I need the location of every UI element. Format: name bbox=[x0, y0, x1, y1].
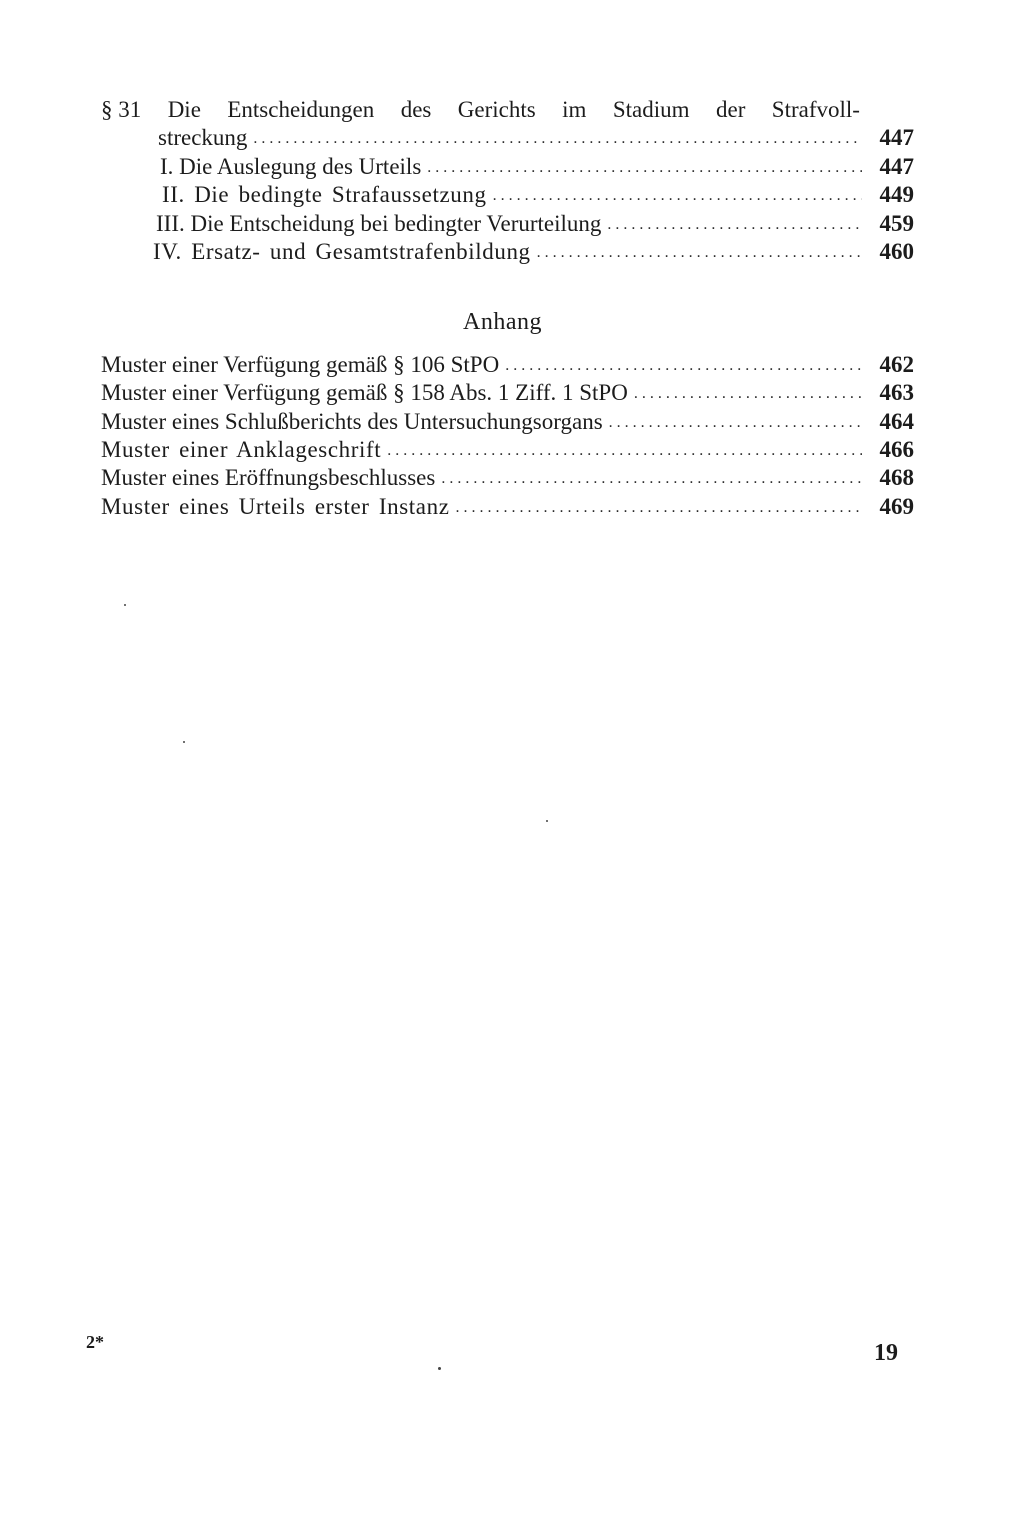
toc-page-number: 459 bbox=[879, 211, 914, 236]
page-number: 19 bbox=[874, 1340, 898, 1366]
title-word: Die bbox=[167, 97, 201, 122]
toc-entry-label: III. Die Entscheidung bei bedingter Verurteilung bbox=[156, 211, 602, 236]
dot-leader bbox=[493, 182, 862, 210]
toc-subentry bbox=[153, 238, 914, 269]
toc-entry-label: II. Die bedingte Strafaussetzung bbox=[162, 182, 487, 207]
dot-leader bbox=[607, 211, 862, 239]
toc-entry-label: Muster einer Anklageschrift bbox=[101, 437, 382, 462]
toc-page-number: 464 bbox=[879, 409, 914, 434]
toc-entry bbox=[101, 493, 914, 524]
title-word: des bbox=[400, 97, 432, 122]
title-word: Gerichts bbox=[457, 97, 536, 122]
toc-section-title-line1 bbox=[101, 96, 860, 124]
scan-speck bbox=[124, 604, 126, 606]
toc-page-number: 460 bbox=[879, 239, 914, 264]
toc-entry-label: streckung bbox=[158, 125, 248, 150]
section-number: § 31 bbox=[101, 97, 142, 122]
toc-page-number: 447 bbox=[879, 154, 914, 179]
title-word: im bbox=[562, 97, 587, 122]
toc-entry bbox=[158, 124, 914, 155]
toc-subentry bbox=[156, 210, 914, 241]
title-word: der bbox=[715, 97, 746, 122]
toc-subentry bbox=[160, 153, 914, 184]
toc-entry-label: Muster einer Verfügung gemäß § 158 Abs. 1 Ziff. 1 StPO bbox=[101, 380, 628, 405]
dot-leader bbox=[537, 239, 862, 267]
scan-speck bbox=[183, 741, 185, 743]
toc-entry-label: Muster eines Eröffnungsbeschlusses bbox=[101, 465, 436, 490]
title-word: Stadium bbox=[612, 97, 690, 122]
dot-leader bbox=[505, 352, 862, 380]
toc-entry-label: IV. Ersatz- und Gesamtstrafenbildung bbox=[153, 239, 531, 264]
toc-entry bbox=[101, 436, 914, 467]
dot-leader bbox=[634, 380, 862, 408]
dot-leader bbox=[253, 125, 862, 153]
signature-mark: 2* bbox=[86, 1332, 104, 1352]
title-word: Entscheidungen bbox=[227, 97, 375, 122]
toc-entry bbox=[101, 351, 914, 382]
toc-entry-label: Muster einer Verfügung gemäß § 106 StPO bbox=[101, 352, 500, 377]
toc-page-number: 463 bbox=[879, 380, 914, 405]
toc-entry bbox=[101, 464, 914, 495]
title-word: Strafvoll- bbox=[771, 97, 860, 122]
toc-page-number: 468 bbox=[879, 465, 914, 490]
dot-leader bbox=[441, 465, 862, 493]
toc-page-number: 449 bbox=[879, 182, 914, 207]
anhang-heading: Anhang bbox=[463, 309, 542, 335]
toc-page-number: 447 bbox=[879, 125, 914, 150]
dot-leader bbox=[456, 494, 862, 522]
scan-speck bbox=[438, 1367, 441, 1370]
dot-leader bbox=[609, 409, 862, 437]
toc-entry-label: Muster eines Urteils erster Instanz bbox=[101, 494, 450, 519]
toc-page-number: 466 bbox=[879, 437, 914, 462]
toc-subentry bbox=[162, 181, 914, 212]
dot-leader bbox=[427, 154, 862, 182]
toc-entry-label: Muster eines Schlußberichts des Untersuchungsorgans bbox=[101, 409, 603, 434]
scan-speck bbox=[546, 820, 548, 822]
toc-entry bbox=[101, 408, 914, 439]
toc-page-number: 469 bbox=[879, 494, 914, 519]
toc-page-number: 462 bbox=[879, 352, 914, 377]
toc-entry-label: I. Die Auslegung des Urteils bbox=[160, 154, 422, 179]
toc-entry bbox=[101, 379, 914, 410]
dot-leader bbox=[387, 437, 862, 465]
